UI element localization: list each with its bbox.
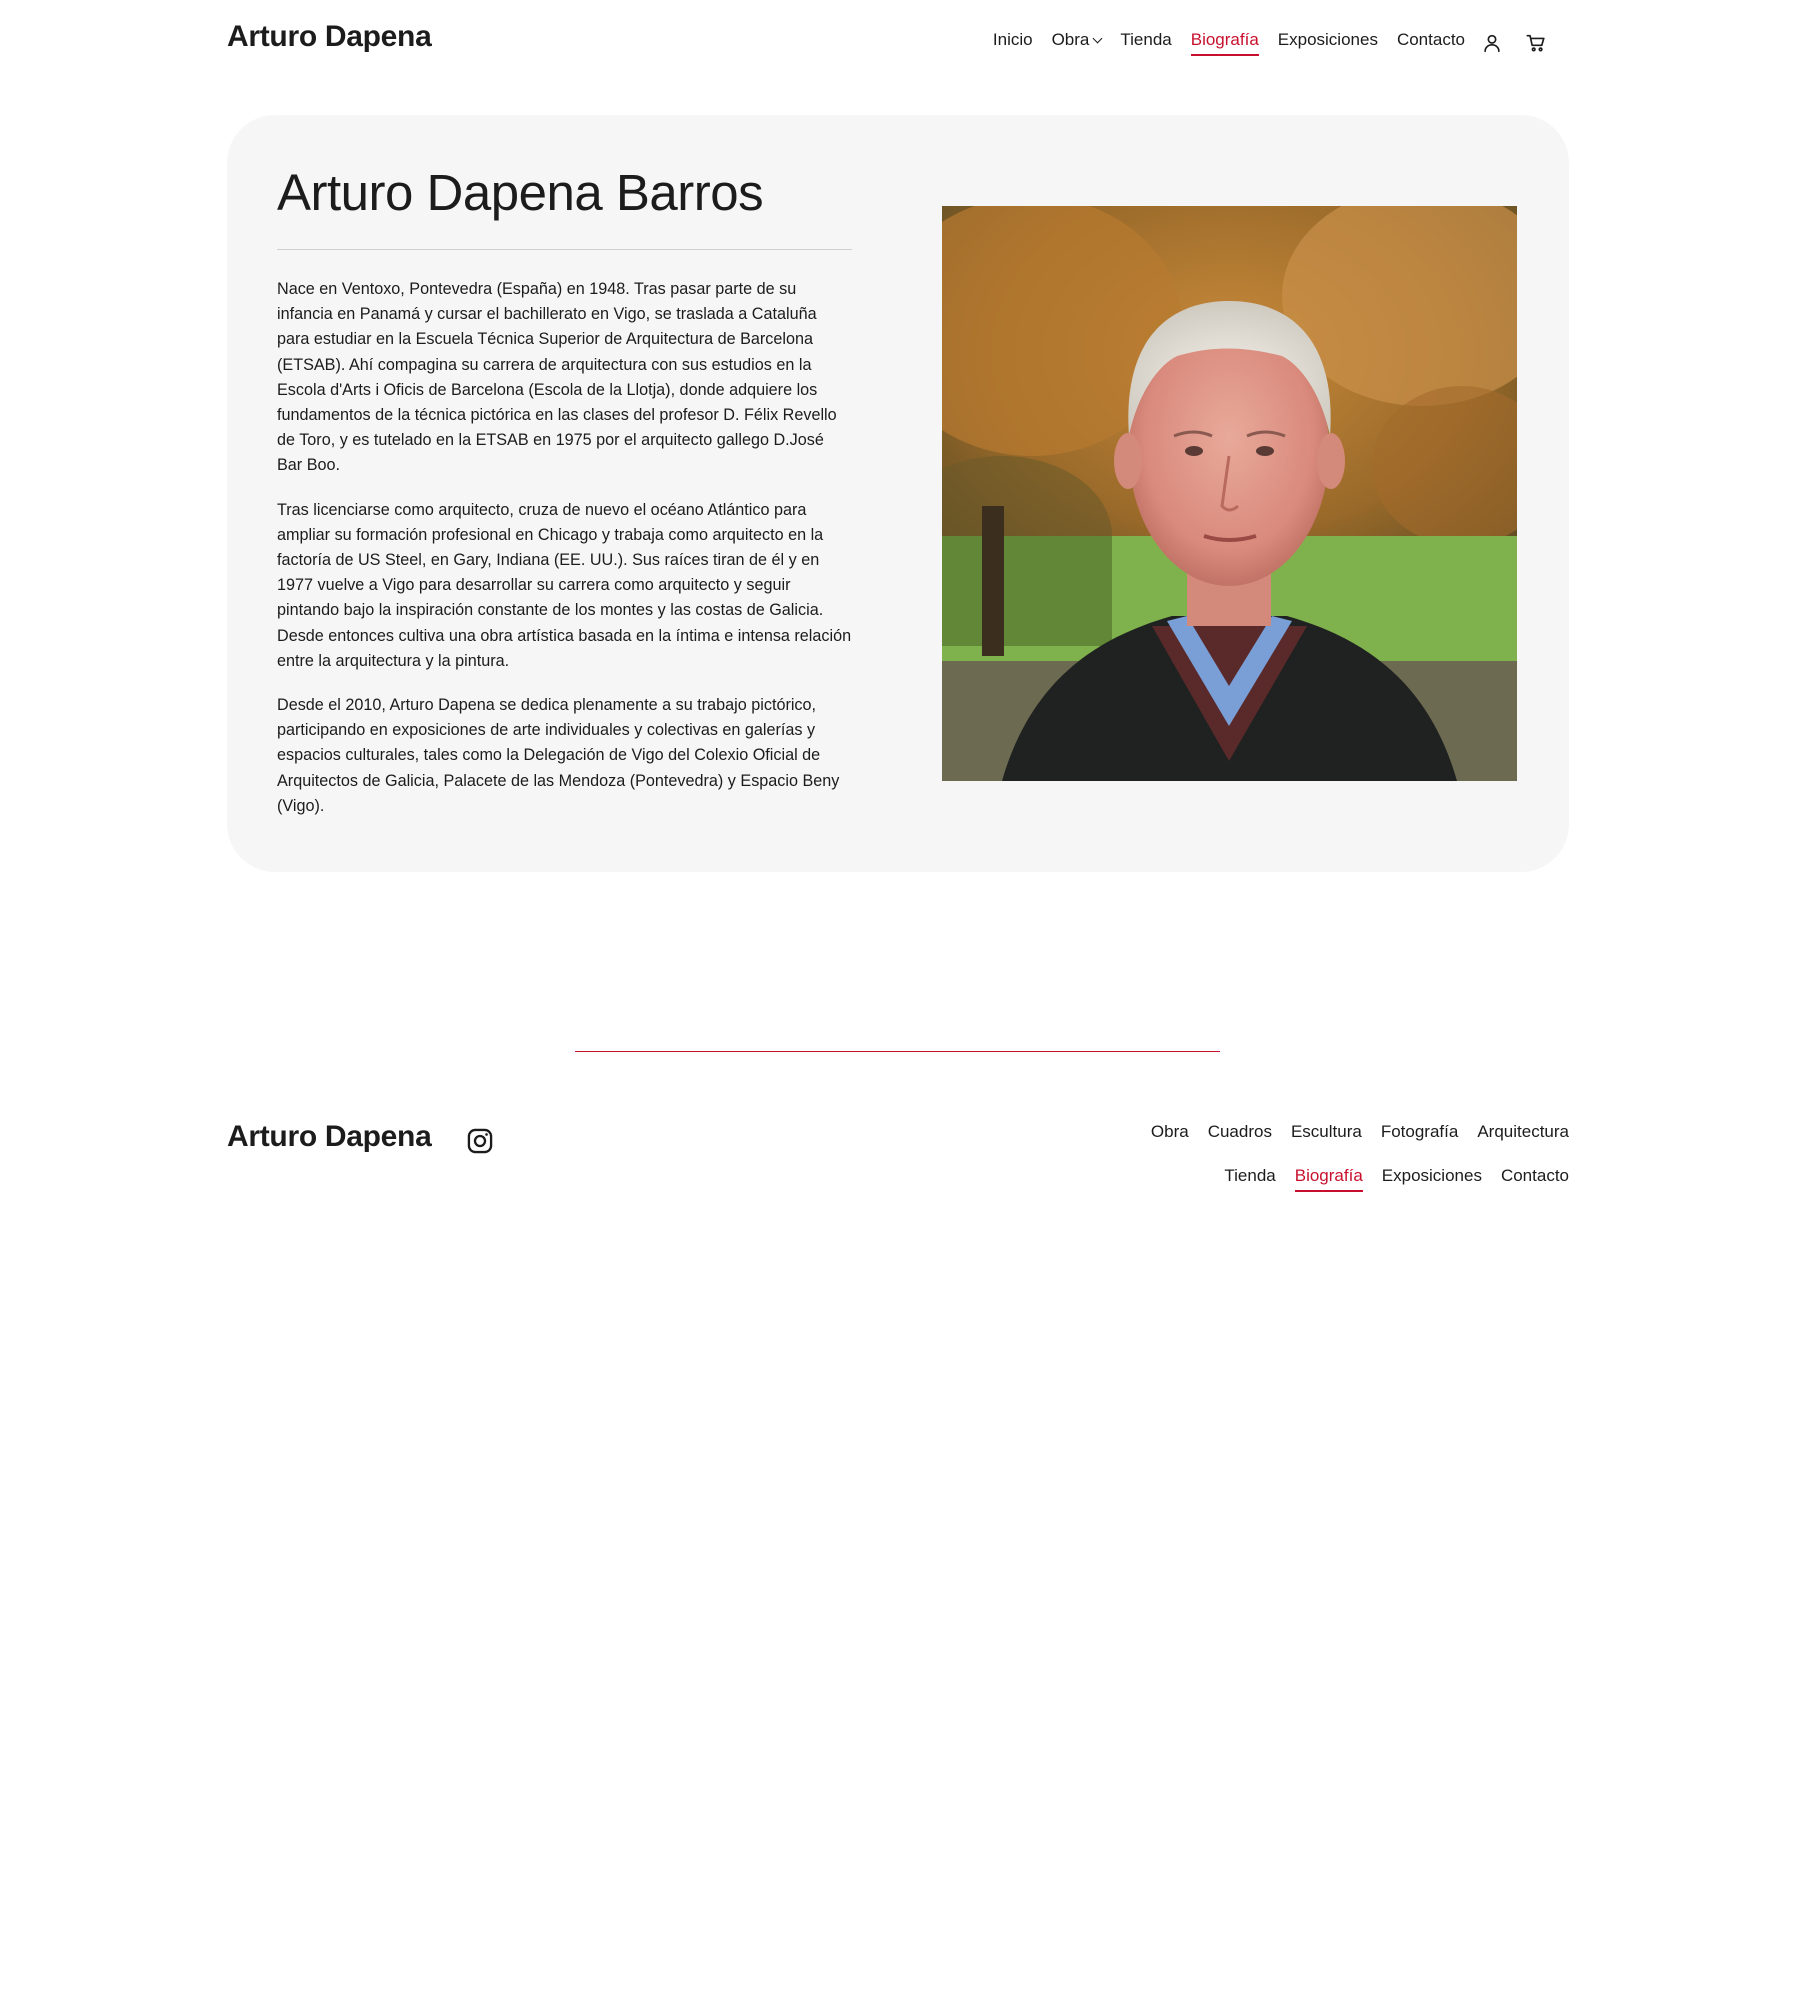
nav-inicio[interactable]: Inicio: [992, 30, 1033, 49]
site-header: [227, 0, 1569, 82]
artist-portrait: [942, 206, 1517, 781]
nav-obra[interactable]: [1052, 30, 1102, 56]
biography-text: [277, 277, 852, 838]
footer-nav-obra[interactable]: Obra: [1150, 1122, 1189, 1141]
footer-nav-cuadros[interactable]: Cuadros: [1207, 1122, 1272, 1141]
cart-icon[interactable]: [1521, 28, 1551, 58]
nav-tienda[interactable]: Tienda: [1120, 30, 1172, 49]
instagram-icon[interactable]: [463, 1124, 497, 1158]
site-logo[interactable]: Arturo Dapena: [227, 20, 432, 53]
nav-exposiciones[interactable]: Exposiciones: [1277, 30, 1378, 49]
nav-biografia[interactable]: Biografía: [1191, 30, 1259, 56]
footer-nav-tienda[interactable]: Tienda: [1224, 1166, 1276, 1185]
chevron-down-icon: [1093, 34, 1103, 44]
footer-nav-exposiciones[interactable]: Exposiciones: [1381, 1166, 1482, 1185]
footer-nav-contacto[interactable]: Contacto: [1500, 1166, 1569, 1185]
biography-card: [227, 115, 1569, 872]
footer-nav-row-2: [1205, 1166, 1569, 1192]
bio-paragraph-2: Tras licenciarse como arquitecto, cruza de nuevo el océano Atlántico para ampliar su formación profesional en Chicago y trabaja como arquitecto en la factoría de US Steel, en Gary, Indiana (EE. UU.). Sus raíces tiran de él y en 1977 vuelve a Vigo para desarrollar su carrera como arquitecto y seguir pintando bajo la inspiración constante de los montes y las costas de Galicia. Desde entonces cultiva una obra artística basada en la íntima e intensa relación entre la arquitectura y la pintura.: [277, 500, 852, 670]
site-footer: [227, 1100, 1569, 1210]
footer-nav-fotografia[interactable]: Fotografía: [1380, 1122, 1459, 1141]
footer-nav-escultura[interactable]: Escultura: [1290, 1122, 1362, 1141]
account-icon[interactable]: [1477, 28, 1507, 58]
bio-paragraph-1: Nace en Ventoxo, Pontevedra (España) en 1948. Tras pasar parte de su infancia en Panamá y cursar el bachillerato en Vigo, se traslada a Cataluña para estudiar en la Escuela Técnica Superior de Arquitectura de Barcelona (ETSAB). Ahí compagina su carrera de arquitectura con sus estudios en la Escola d'Arts i Oficis de Barcelona (Escola de la Llotja), donde adquiere los fundamentos de la técnica pictórica en las clases del profesor D. Félix Revello de Toro, y es tutelado en la ETSAB en 1975 por el arquitecto gallego D.José Bar Boo.: [277, 280, 837, 475]
footer-nav-row-1: [1132, 1122, 1569, 1148]
nav-contacto[interactable]: Contacto: [1396, 30, 1465, 49]
bio-paragraph-3: Desde el 2010, Arturo Dapena se dedica plenamente a su trabajo pictórico, participando en exposiciones de arte individuales y colectivas en galerías y espacios culturales, tales como la Delegación de Vigo del Colexio Oficial de Arquitectos de Galicia, Palacete de las Mendoza (Pontevedra) y Espacio Beny (Vigo).: [277, 696, 840, 815]
nav-obra-label: Obra: [1051, 30, 1090, 49]
footer-nav-arquitectura[interactable]: Arquitectura: [1477, 1122, 1569, 1141]
footer-logo[interactable]: Arturo Dapena: [227, 1120, 432, 1153]
main-nav: [974, 28, 1551, 58]
footer-nav-biografia[interactable]: Biografía: [1295, 1166, 1363, 1192]
title-divider: [277, 249, 852, 250]
footer-divider: [575, 1051, 1220, 1052]
page-title: Arturo Dapena Barros: [277, 164, 764, 221]
